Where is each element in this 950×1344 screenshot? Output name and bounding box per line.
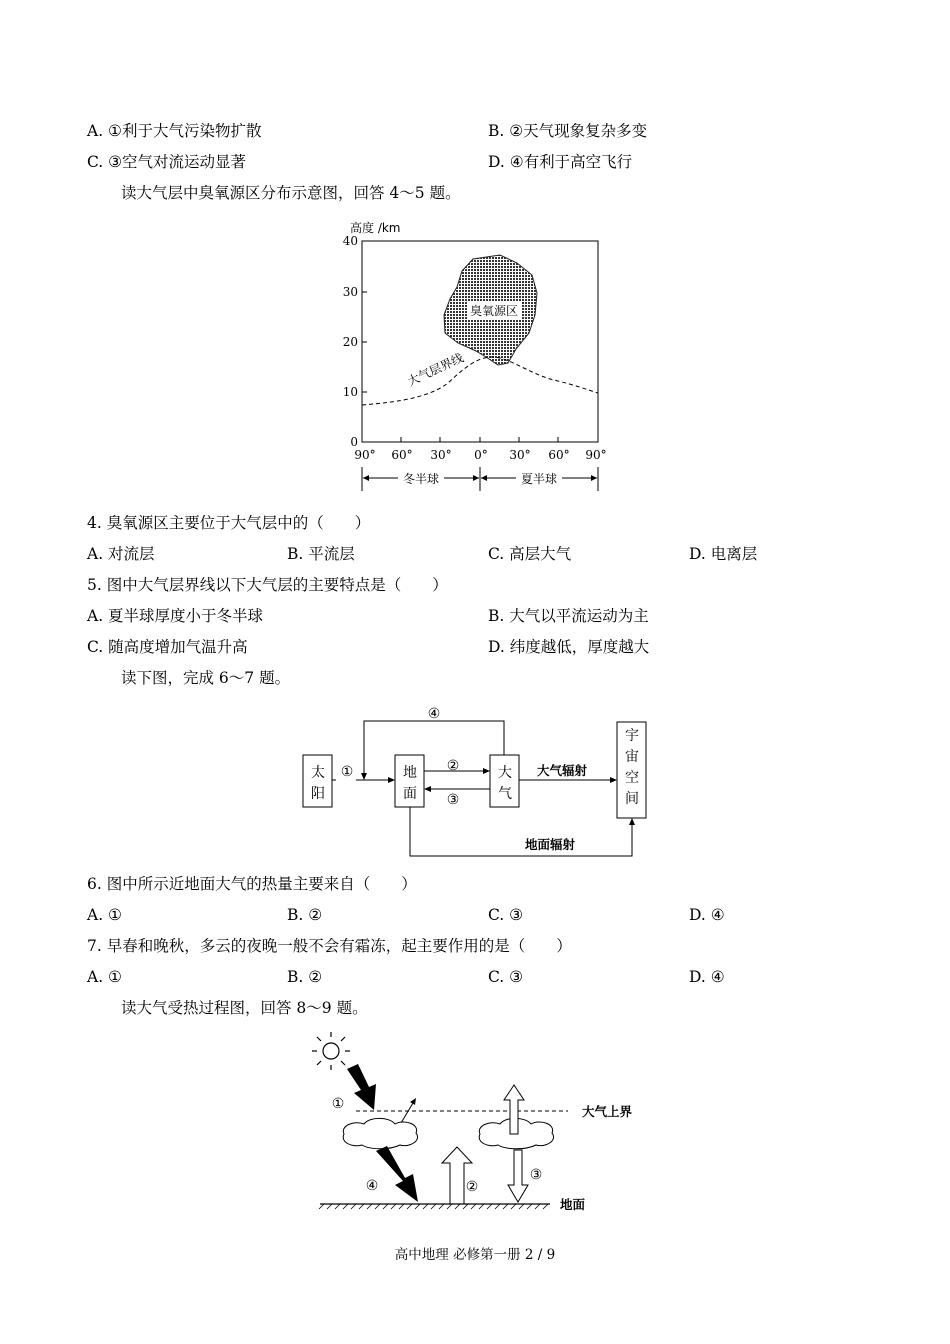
heat-flow-diagram — [300, 700, 650, 860]
ozone-source-label: 臭氧源区 — [469, 304, 519, 318]
atm-radiation-label: 大气辐射 — [536, 763, 588, 778]
flow-label-3: ③ — [446, 792, 460, 808]
intro-4-5: 读大气层中臭氧源区分布示意图，回答 4～5 题。 — [121, 184, 461, 202]
q3-option-c: C. ③空气对流运动显著 — [87, 153, 247, 171]
x-tick-6: 90° — [585, 448, 607, 462]
x-tick-5: 60° — [548, 448, 570, 462]
sun-char-2: 阳 — [311, 786, 325, 802]
space-char-2: 宙 — [625, 749, 639, 765]
q6-option-d: D. ④ — [689, 906, 725, 924]
x-tick-2: 30° — [430, 448, 452, 462]
q7-option-b: B. ② — [287, 968, 323, 986]
atmosphere-top-label: 大气上界 — [582, 1104, 633, 1119]
q5-option-a: A. 夏半球厚度小于冬半球 — [87, 607, 264, 625]
y-axis-label: 高度 /km — [350, 221, 401, 235]
intro-6-7: 读下图，完成 6～7 题。 — [121, 669, 291, 687]
ozone-figure — [330, 215, 620, 500]
flow-label-1: ① — [340, 764, 354, 780]
atm-char-1: 大 — [498, 765, 512, 781]
q6-option-c: C. ③ — [488, 906, 524, 924]
q4-stem: 4. 臭氧源区主要位于大气层中的（ ） — [87, 514, 371, 532]
space-char-3: 空 — [625, 770, 639, 786]
q4-option-c: C. 高层大气 — [488, 545, 572, 563]
cloud-left — [343, 1118, 417, 1148]
x-tick-4: 30° — [509, 448, 531, 462]
y-tick-0: 0 — [350, 435, 358, 449]
space-char-4: 间 — [625, 791, 639, 807]
label-4: ④ — [365, 1178, 379, 1194]
space-char-1: 宇 — [625, 728, 639, 744]
q6-option-b: B. ② — [287, 906, 323, 924]
winter-hemisphere-label: 冬半球 — [402, 472, 440, 486]
sun-char-1: 太 — [311, 765, 325, 781]
q7-option-d: D. ④ — [689, 968, 725, 986]
x-tick-3: 0° — [474, 448, 488, 462]
incoming-solar-arrow — [347, 1064, 376, 1110]
page-footer: 高中地理 必修第一册 2 / 9 — [394, 1247, 556, 1263]
q4-option-d: D. 电离层 — [689, 545, 758, 563]
q7-stem: 7. 早春和晚秋，多云的夜晚一般不会有霜冻，起主要作用的是（ ） — [87, 937, 572, 955]
q5-option-d: D. 纬度越低，厚度越大 — [488, 638, 650, 656]
y-tick-30: 30 — [342, 285, 358, 299]
q6-stem: 6. 图中所示近地面大气的热量主要来自（ ） — [87, 875, 417, 893]
q3-option-d: D. ④有利于高空飞行 — [488, 153, 633, 171]
q6-option-a: A. ① — [87, 906, 122, 924]
boundary-label: 大气层界线 — [405, 350, 466, 389]
q7-option-c: C. ③ — [488, 968, 524, 986]
q5-option-b: B. 大气以平流运动为主 — [488, 607, 649, 625]
heating-process-figure — [300, 1030, 633, 1220]
intro-8-9: 读大气受热过程图，回答 8～9 题。 — [121, 999, 368, 1017]
sun-icon — [312, 1032, 350, 1070]
q3-option-b: B. ②天气现象复杂多变 — [488, 122, 648, 140]
arrow-3 — [508, 1150, 528, 1202]
label-1: ① — [331, 1096, 345, 1112]
y-tick-10: 10 — [342, 385, 358, 399]
y-tick-40: 40 — [342, 234, 358, 248]
q4-option-a: A. 对流层 — [87, 545, 155, 563]
ground-hatch — [319, 1204, 548, 1209]
label-2: ② — [465, 1179, 479, 1195]
x-tick-0: 90° — [354, 448, 376, 462]
ground-radiation-label: 地面辐射 — [524, 837, 576, 852]
ground-char-1: 地 — [403, 765, 417, 781]
arrow-2 — [442, 1147, 472, 1204]
boundary-line — [362, 357, 598, 405]
q3-option-a: A. ①利于大气污染物扩散 — [87, 122, 262, 140]
q5-option-c: C. 随高度增加气温升高 — [87, 638, 248, 656]
x-tick-1: 60° — [391, 448, 413, 462]
flow-label-4: ④ — [427, 706, 441, 722]
ground-label: 地面 — [560, 1197, 586, 1212]
summer-hemisphere-label: 夏半球 — [520, 472, 558, 486]
q5-stem: 5. 图中大气层界线以下大气层的主要特点是（ ） — [87, 576, 448, 594]
y-tick-20: 20 — [342, 335, 358, 349]
flow-label-2: ② — [446, 758, 460, 774]
q7-option-a: A. ① — [87, 968, 122, 986]
arrow-4 — [376, 1146, 418, 1202]
atm-char-2: 气 — [498, 786, 512, 802]
ground-char-2: 面 — [403, 786, 417, 802]
label-3: ③ — [529, 1167, 543, 1183]
q4-option-b: B. 平流层 — [287, 545, 355, 563]
